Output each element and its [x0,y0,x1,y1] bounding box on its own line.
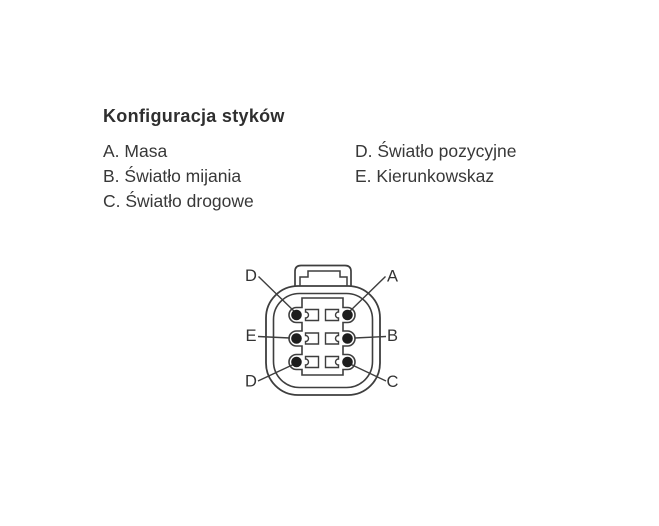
pin-top-right [342,310,353,321]
legend-item-swiatlo-pozycyjne: D. Światło pozycyjne [355,141,517,161]
page-title: Konfiguracja styków [103,106,285,126]
pin-label-top-left: D [245,267,257,285]
legend-item-kierunkowskaz: E. Kierunkowskaz [355,166,495,186]
pin-top-left [291,310,302,321]
pin-middle-left [291,333,302,344]
pin-label-middle-left: E [245,327,257,345]
pin-bottom-left [291,357,302,368]
pin-label-bottom-right: C [386,373,399,391]
legend-item-masa: A. Masa [103,141,168,161]
legend-item-swiatlo-drogowe: C. Światło drogowe [103,191,254,211]
pin-label-middle-right: B [386,327,399,345]
latch-tab [295,266,351,287]
legend-item-swiatlo-mijania: B. Światło mijania [103,166,242,186]
pin-label-top-right: A [386,267,399,286]
pin-middle-right [342,333,353,344]
latch-tab-step [300,271,347,286]
pin-label-bottom-left: D [245,372,257,391]
pin-bottom-right [342,357,353,368]
